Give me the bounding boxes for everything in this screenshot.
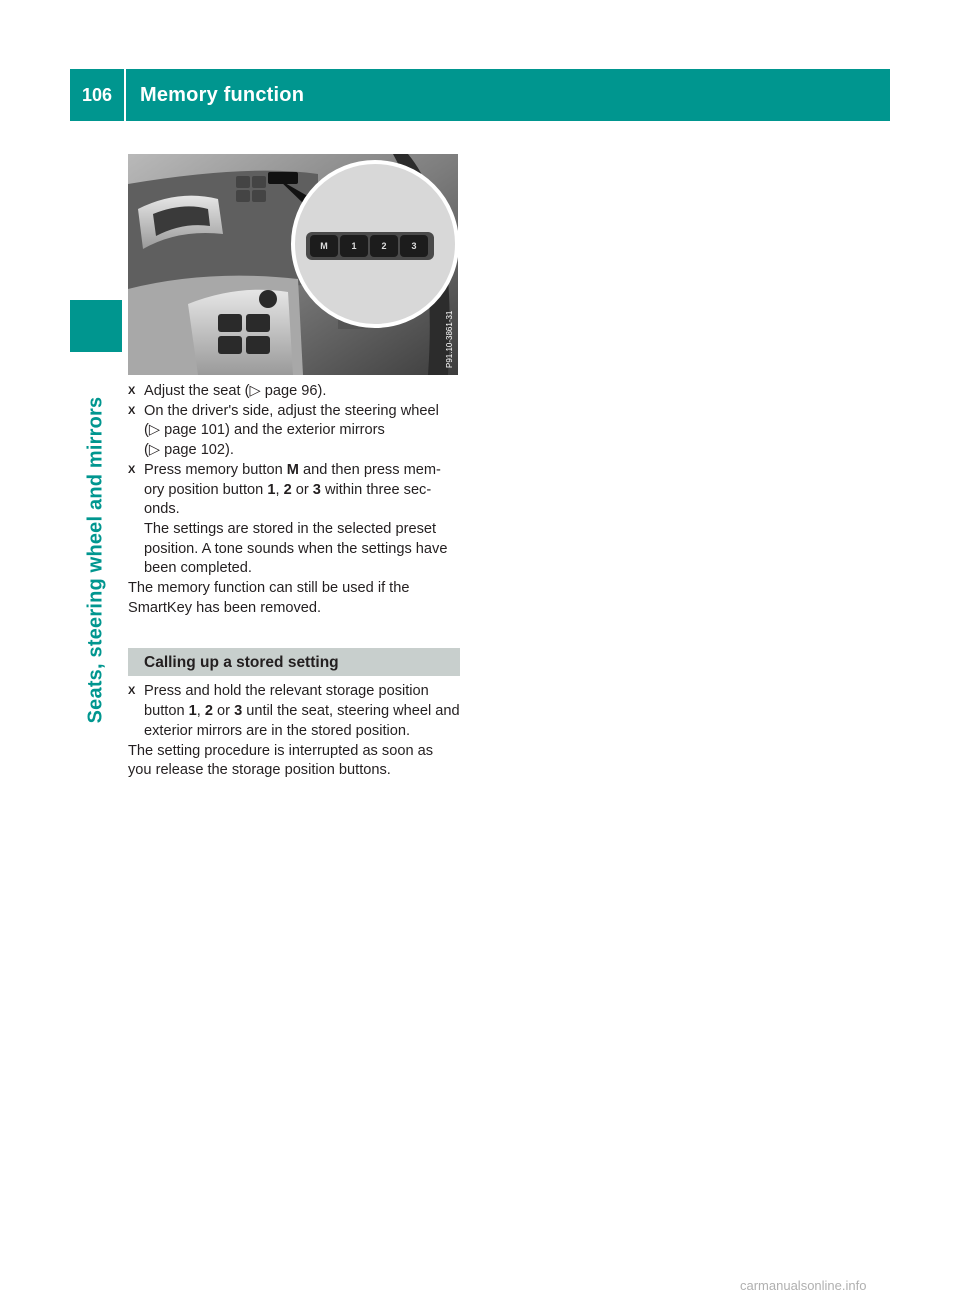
section-heading: Calling up a stored setting xyxy=(128,648,460,676)
door-panel-illustration xyxy=(128,154,458,375)
note-smartkey: The memory function can still be used if the SmartKey has been removed. xyxy=(128,580,410,616)
step-call-up-setting: X Press and hold the relevant storage position button 1, 2 or 3 until the seat, steering wheel and exterior mirrors are in the stored position. xyxy=(128,683,460,739)
memory-button-2: 2 xyxy=(381,241,387,251)
step-arrow-icon: X xyxy=(128,404,136,417)
memory-button-3: 3 xyxy=(411,241,417,251)
page-ref-link[interactable]: page 101) and the exterior mirrors xyxy=(164,422,385,439)
page-ref-icon: ▷ xyxy=(148,442,161,459)
page-title: Memory function xyxy=(140,83,305,106)
step-arrow-icon: X xyxy=(128,463,136,476)
page-ref-link[interactable]: page 96 xyxy=(264,383,318,399)
step-result: The settings are stored in the selected preset position. A tone sounds when the settings have been completed. xyxy=(144,520,448,577)
page-ref-link[interactable]: page 102). xyxy=(164,442,234,459)
door-panel-figure xyxy=(128,154,458,375)
watermark: carmanualsonline.info xyxy=(740,1278,867,1293)
page-ref-icon: ▷ xyxy=(148,422,161,439)
step-arrow-icon: X xyxy=(128,385,136,397)
step-adjust-steering-wheel: X On the driver's side, adjust the steering wheel (▷ page 101) and the exterior mirrors (▷ page 102). xyxy=(128,402,439,459)
step-press-memory: X Press memory button M and then press mem- ory position button 1, 2 or 3 within three sec- onds. The settings are stored in the selected preset position. A tone sounds when the settings have been completed. xyxy=(128,461,448,577)
step-adjust-seat: X Adjust the seat (▷ page 96). xyxy=(128,382,460,402)
page-number: 106 xyxy=(70,69,126,121)
step-arrow-icon: X xyxy=(128,685,136,698)
page-header xyxy=(70,69,890,121)
note-interrupted: The setting procedure is interrupted as soon as you release the storage position buttons. xyxy=(128,742,434,779)
figure-code: P91.10-3861-31 xyxy=(445,310,454,368)
chapter-title: Seats, steering wheel and mirrors xyxy=(84,396,107,724)
page-ref-icon: ▷ xyxy=(249,383,261,399)
memory-button-m: M xyxy=(320,241,328,251)
chapter-marker xyxy=(70,300,122,352)
memory-button-1: 1 xyxy=(351,241,357,251)
body-text xyxy=(128,382,460,781)
